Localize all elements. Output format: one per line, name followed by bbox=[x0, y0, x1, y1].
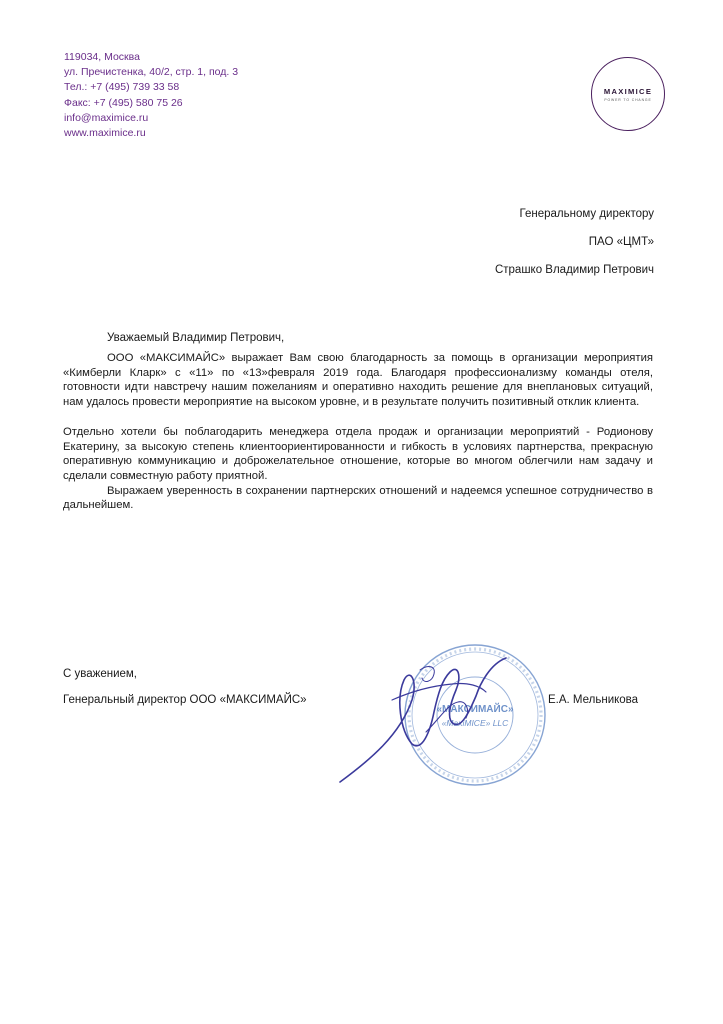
addressee-name: Страшко Владимир Петрович bbox=[494, 264, 654, 276]
addressee-company: ПАО «ЦМТ» bbox=[588, 236, 654, 248]
addressee-block bbox=[495, 207, 654, 291]
letter-body bbox=[63, 351, 653, 513]
body-paragraph-1: ООО «МАКСИМАЙС» выражает Вам свою благодарность за помощь в организации мероприятия «Кимберли Кларк» с «11» по «13»февраля 2019 года. Благодаря профессионализму команды отеля, готовности идти навстречу нашим пожеланиям и оперативно находить решение для внеплановых ситуаций, нам удалось провести мероприятие на высоком уровне, и в результате получить позитивный отклик клиента. bbox=[63, 352, 653, 409]
body-paragraph-3: Выражаем уверенность в сохранении партнерских отношений и надеемся успешное сотрудничество в дальнейшем. bbox=[63, 484, 653, 512]
signer-name: Е.А. Мельникова bbox=[548, 694, 639, 706]
logo-tagline: POWER TO CHANGE bbox=[604, 97, 652, 102]
contact-email: info@maximice.ru bbox=[64, 111, 149, 124]
letter-greeting: Уважаемый Владимир Петрович, bbox=[107, 332, 285, 344]
addressee-position: Генеральному директору bbox=[519, 208, 654, 220]
contact-phone: Тел.: +7 (495) 739 33 58 bbox=[64, 81, 180, 94]
letterhead-contacts bbox=[64, 50, 238, 141]
signer-title: Генеральный директор ООО «МАКСИМАЙС» bbox=[63, 694, 307, 706]
contact-address-city: 119034, Москва bbox=[64, 51, 140, 63]
contact-website: www.maximice.ru bbox=[64, 127, 146, 140]
maximice-logo bbox=[591, 57, 665, 131]
closing-regards: С уважением, bbox=[63, 668, 137, 680]
contact-address-street: ул. Пречистенка, 40/2, стр. 1, под. 3 bbox=[64, 66, 239, 79]
logo-name: MAXIMICE bbox=[603, 86, 653, 96]
signature bbox=[330, 640, 520, 790]
contact-fax: Факс: +7 (495) 580 75 26 bbox=[64, 96, 183, 109]
stamp-center-line-2: «MaxiMICE» LLC bbox=[441, 718, 509, 728]
body-paragraph-2: Отдельно хотели бы поблагодарить менеджера отдела продаж и организации мероприятий - Родионову Екатерину, за высокую степень клиентоориентированности и гибкость в условиях партнерства, прекрасную оперативную коммуникацию и доброжелательное отношение, которые во многом облегчили нам задачу и сделали совместную работу приятной. bbox=[63, 425, 653, 482]
stamp-center-line-1: «МАКСИМАЙС» bbox=[436, 704, 514, 715]
